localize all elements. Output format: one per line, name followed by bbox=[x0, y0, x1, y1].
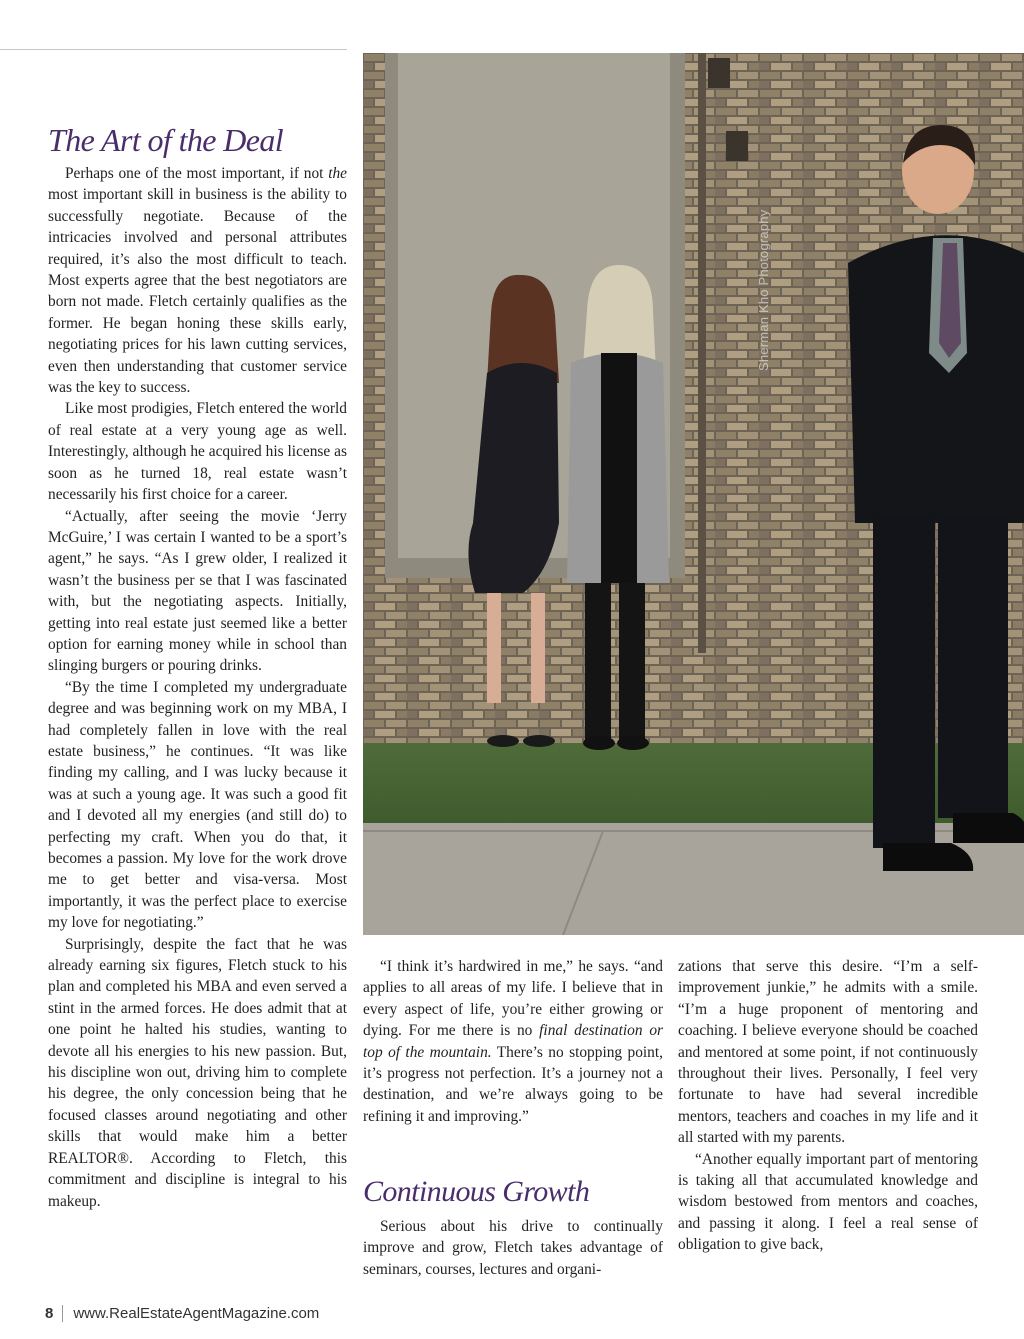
section-heading-continuous-growth: Continuous Growth bbox=[363, 1175, 590, 1208]
paragraph: “Actually, after seeing the movie ‘Jerry McGuire,’ I was certain I wanted to be a sport’s agent,” he says. “As I grew older, I realized it wasn’t the business per se that I was fascinated with, but the negotiating aspects. Initially, getting into real estate just seemed like a better option for earning money while in school than slinging burgers or pouring drinks. bbox=[48, 507, 347, 675]
footer-divider bbox=[62, 1305, 63, 1322]
paragraph: Like most prodigies, Fletch entered the world of real estate at a very young age as well. Interestingly, although he acquired his license as soon as he turned 18, real estate wasn’t necessarily his first choice for a career. bbox=[48, 400, 347, 504]
team-photo bbox=[363, 53, 1024, 935]
paragraph: “I think it’s hardwired in me,” he says. “and applies to all areas of my life. I believe that in every aspect of life, you’re either growing or dying. For me there is no final destination or top of the mountain. There’s no stopping point, it’s progress not perfection. It’s a journey not a destination, and we’re always going to be refining it and improving.” bbox=[363, 958, 664, 1125]
paragraph: Perhaps one of the most important, if not the most important skill in business is the ability to successfully negotiate. Because of the intricacies involved and personal attributes required, it’s also the most difficult to teach. Most experts agree that the best negotiators are born not made. Fletch certainly qualifies as the former. He began honing these skills early, negotiating prices for his lawn cutting services, even then understanding that customer service was the key to success. bbox=[48, 165, 347, 397]
paragraph: Surprisingly, despite the fact that he was already earning six figures, Fletch stuck to his plan and completed his MBA and even served a stint in the armed forces. He does admit that at one point he halted his studies, wanting to devote all his energies to his new passion. But, his discipline won out, driving him to complete his degree, the only concession being that he focused classes around negotiating and other skills that would make him a better REALTOR®. According to Fletch, this commitment and discipline is integral to his makeup. bbox=[48, 935, 347, 1210]
right-column bbox=[678, 956, 978, 1256]
top-rule bbox=[0, 49, 347, 50]
footer-website[interactable]: www.RealEstateAgentMagazine.com bbox=[73, 1305, 320, 1322]
middle-column-lower bbox=[363, 1216, 663, 1280]
page-footer bbox=[45, 1305, 319, 1322]
paragraph: zations that serve this desire. “I’m a self-improvement junkie,” he admits with a smile. “I’m a huge proponent of mentoring and coaching. I believe everyone should be coached and mentored at some point, if not continuously throughout their lives. Personally, I feel very fortunate to have had several incredible mentors, teachers and coaches in my life and it all started with my parents. bbox=[678, 958, 978, 1147]
paragraph: “By the time I completed my undergraduate degree and was beginning work on my MBA, I had completely fallen in love with the real estate business,” he continues. “It was like finding my calling, and I was lucky because it was at such a young age. It was such a good fit and I devoted all my energies (and still do) to perfecting my craft. When you do that, it becomes a passion. My love for the work drove me to get better and visa-versa. Most importantly, it was the perfect place to exercise my love for negotiating.” bbox=[48, 678, 347, 932]
paragraph: “Another equally important part of mentoring is taking all that accumulated knowledge and wisdom bestowed from mentors and coaches, and passing it along. I feel a real sense of obligation to give back, bbox=[678, 1150, 978, 1254]
photo-credit: Sherman Kho Photography bbox=[756, 209, 771, 371]
middle-column bbox=[363, 956, 663, 1127]
left-column bbox=[48, 163, 347, 1212]
page-number: 8 bbox=[45, 1305, 54, 1322]
paragraph: Serious about his drive to continually improve and grow, Fletch takes advantage of seminars, courses, lectures and organi- bbox=[363, 1218, 663, 1278]
team-photo-illustration bbox=[363, 53, 1024, 935]
section-heading-art-of-the-deal: The Art of the Deal bbox=[48, 122, 284, 158]
